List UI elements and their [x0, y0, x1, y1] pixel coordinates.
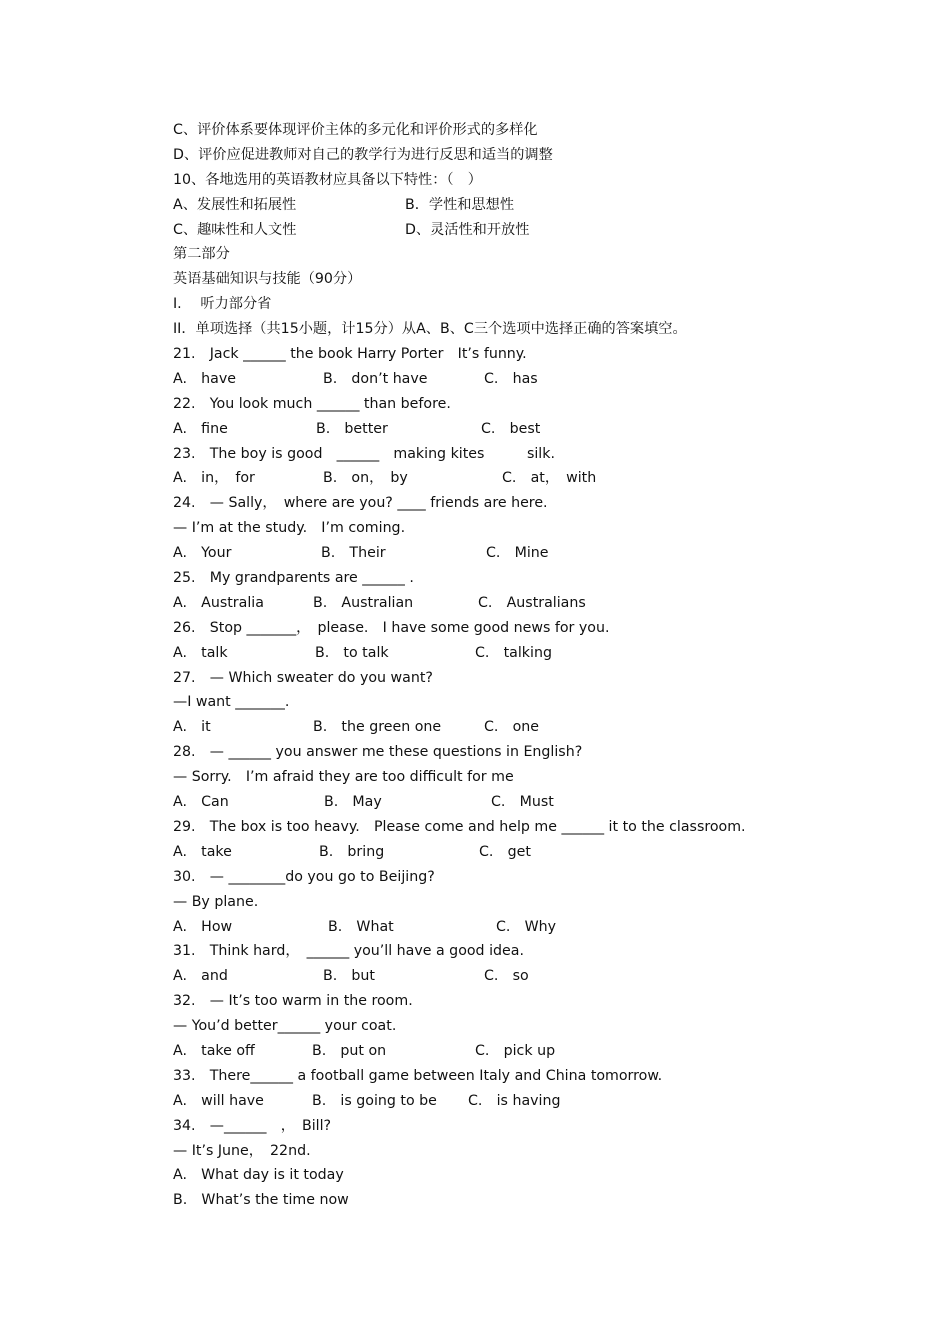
text-line — [173, 1039, 873, 1064]
line-text: 34. —______ ， Bill? — [173, 1117, 332, 1134]
option-text: B. to talk — [315, 644, 389, 661]
line-text: — It’s June， 22nd. — [173, 1142, 311, 1159]
text-line — [173, 890, 873, 915]
line-text: C、评价体系要体现评价主体的多元化和评价形式的多样化 — [173, 122, 538, 138]
text-line — [173, 541, 873, 566]
option-text: C. get — [479, 843, 531, 860]
text-line — [173, 715, 873, 740]
line-text: 21. Jack ______ the book Harry Porter It’s funny. — [173, 346, 527, 363]
line-text: — By plane. — [173, 893, 259, 910]
option-text: A. talk — [173, 644, 228, 661]
option-text: C. pick up — [475, 1042, 556, 1059]
text-line — [173, 193, 873, 218]
text-line — [173, 292, 873, 317]
option-text: B. bring — [319, 843, 385, 860]
line-text: 25. My grandparents are ______ . — [173, 570, 414, 587]
text-line — [173, 591, 873, 616]
line-text: — I’m at the study. I’m coming. — [173, 520, 406, 537]
text-line — [173, 690, 873, 715]
option-text: B. Australian — [313, 594, 414, 611]
option-text: C. Australians — [478, 594, 586, 611]
text-line — [173, 1089, 873, 1114]
option-text: B. What — [328, 918, 394, 935]
line-text: I. 听力部分省 — [173, 296, 272, 313]
text-line — [173, 790, 873, 815]
text-line — [173, 367, 873, 392]
option-text: B. better — [316, 420, 388, 437]
option-text: C. Why — [496, 918, 557, 935]
option-text: B. don’t have — [323, 370, 428, 387]
option-text: D、灵活性和开放性 — [405, 221, 530, 238]
line-text: A. What day is it today — [173, 1167, 344, 1184]
text-line — [173, 1014, 873, 1039]
text-line — [173, 218, 873, 243]
text-line — [173, 865, 873, 890]
text-line — [173, 118, 873, 143]
option-text: B. May — [324, 794, 382, 811]
option-text: C. is having — [468, 1092, 561, 1109]
option-text: C. at， with — [502, 470, 597, 487]
text-line — [173, 466, 873, 491]
option-text: B. is going to be — [312, 1092, 437, 1109]
line-text: — You’d better______ your coat. — [173, 1018, 397, 1035]
option-text: A. Your — [173, 545, 232, 562]
line-text: 29. The box is too heavy. Please come and help me ______ it to the classroom. — [173, 818, 746, 835]
line-text: 31. Think hard， ______ you’ll have a good idea. — [173, 943, 524, 960]
option-text: C. so — [484, 968, 529, 985]
line-text: 英语基础知识与技能（90分） — [173, 271, 362, 288]
text-line — [173, 417, 873, 442]
text-line — [173, 964, 873, 989]
text-line — [173, 168, 873, 193]
line-text: II．单项选择（共15小题，计15分）从A、B、C三个选项中选择正确的答案填空。 — [173, 321, 687, 338]
text-line — [173, 1114, 873, 1139]
text-line — [173, 641, 873, 666]
option-text: A. and — [173, 968, 228, 985]
option-text: B. put on — [312, 1042, 387, 1059]
text-line — [173, 616, 873, 641]
line-text: 33. There______ a football game between Italy and China tomorrow. — [173, 1067, 663, 1084]
text-line — [173, 765, 873, 790]
text-line — [173, 1188, 873, 1213]
option-text: C. one — [484, 719, 540, 736]
text-line — [173, 491, 873, 516]
text-line — [173, 915, 873, 940]
text-line — [173, 566, 873, 591]
text-line — [173, 666, 873, 691]
document-page — [173, 118, 873, 1213]
option-text: B. the green one — [313, 719, 442, 736]
text-line — [173, 242, 873, 267]
line-text: 27. — Which sweater do you want? — [173, 669, 433, 686]
option-text: A. in， for — [173, 470, 255, 487]
option-text: B. Their — [321, 545, 386, 562]
line-text: 第二部分 — [173, 246, 230, 263]
text-line — [173, 392, 873, 417]
option-text: C. best — [481, 420, 541, 437]
option-text: B. but — [323, 968, 375, 985]
option-text: A. it — [173, 719, 211, 736]
text-line — [173, 1163, 873, 1188]
line-text: 10、各地选用的英语教材应具备以下特性：（ ） — [173, 171, 482, 188]
text-line — [173, 317, 873, 342]
option-text: A. fine — [173, 420, 228, 437]
line-text: 24. — Sally， where are you? ____ friends are here. — [173, 495, 548, 512]
option-text: C. Must — [491, 794, 554, 811]
text-line — [173, 939, 873, 964]
option-text: A. Australia — [173, 594, 264, 611]
line-text: 26. Stop _______， please. I have some good news for you. — [173, 619, 610, 636]
line-text: B. What’s the time now — [173, 1192, 349, 1209]
text-line — [173, 1064, 873, 1089]
text-line — [173, 442, 873, 467]
option-text: B．学性和思想性 — [405, 196, 515, 213]
option-text: A. have — [173, 370, 236, 387]
option-text: C、趣味性和人文性 — [173, 221, 297, 238]
text-line — [173, 143, 873, 168]
line-text: 32. — It’s too warm in the room. — [173, 993, 413, 1010]
option-text: A. How — [173, 918, 233, 935]
option-text: A. will have — [173, 1092, 264, 1109]
option-text: B. on， by — [323, 470, 408, 487]
option-text: C. talking — [475, 644, 552, 661]
line-text: —I want _______. — [173, 694, 290, 711]
option-text: A、发展性和拓展性 — [173, 196, 297, 213]
text-line — [173, 516, 873, 541]
line-text: 30. — ________do you go to Beijing? — [173, 868, 435, 885]
text-line — [173, 1139, 873, 1164]
text-line — [173, 342, 873, 367]
line-text: 22. You look much ______ than before. — [173, 395, 451, 412]
line-text: 23. The boy is good ______ making kites silk. — [173, 445, 555, 462]
option-text: A. take off — [173, 1042, 255, 1059]
text-line — [173, 989, 873, 1014]
option-text: C. Mine — [486, 545, 549, 562]
option-text: A. take — [173, 843, 232, 860]
line-text: 28. — ______ you answer me these questions in English? — [173, 744, 583, 761]
option-text: A. Can — [173, 794, 229, 811]
text-line — [173, 740, 873, 765]
line-text: D、评价应促进教师对自己的教学行为进行反思和适当的调整 — [173, 146, 553, 163]
text-line — [173, 840, 873, 865]
option-text: C. has — [484, 370, 538, 387]
text-line — [173, 815, 873, 840]
text-line — [173, 267, 873, 292]
line-text: — Sorry. I’m afraid they are too difficult for me — [173, 769, 514, 786]
